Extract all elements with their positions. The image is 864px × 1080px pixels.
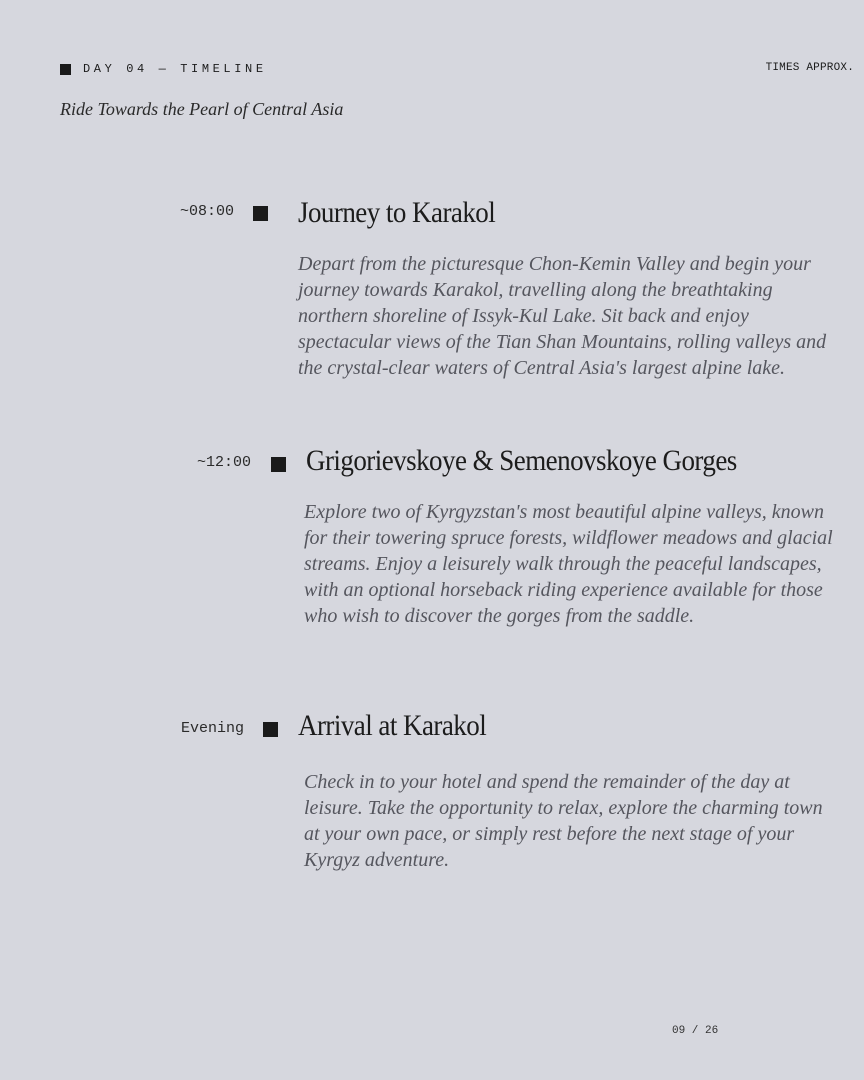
timeline-time-3: Evening [180,720,244,737]
timeline-description-3: Check in to your hotel and spend the remainder of the day at leisure. Take the opportunity to relax, explore the charming town at your own pace, or simply rest before the next stage of your Kyrgyz adventure. [304,771,823,871]
timeline-description-1: Depart from the picturesque Chon-Kemin Valley and begin your journey towards Karakol, travelling along the breathtaking northern shoreline of Issyk-Kul Lake. Sit back and enjoy spectacular views of the Tian Shan Mountains, rolling valleys and the crystal-clear waters of Central Asia's largest alpine lake. [298,253,827,379]
times-approx-note: TIMES APPROX. [765,62,854,74]
timeline-time-2: ~12:00 [196,454,251,471]
timeline-title-2: Grigorievskoye & Semenovskoye Gorges [306,444,737,477]
timeline-description-2: Explore two of Kyrgyzstan's most beautiful alpine valleys, known for their towering spruce forests, wildflower meadows and glacial streams. Enjoy a leisurely walk through the peaceful landscapes, with an optional horseback riding experience available for those who wish to discover the gorges from the saddle. [304,501,833,627]
square-bullet-icon [60,64,71,75]
page-number: 09 / 26 [672,1025,719,1037]
page-subtitle: Ride Towards the Pearl of Central Asia [60,99,344,119]
section-label [60,62,267,76]
timeline-title-1: Journey to Karakol [298,196,496,229]
timeline-marker-icon [253,206,268,221]
section-label-text: DAY 04 — TIMELINE [83,62,267,76]
timeline-marker-icon [271,457,286,472]
timeline-title-3: Arrival at Karakol [298,709,487,742]
timeline-marker-icon [263,722,278,737]
timeline-time-1: ~08:00 [179,203,234,220]
